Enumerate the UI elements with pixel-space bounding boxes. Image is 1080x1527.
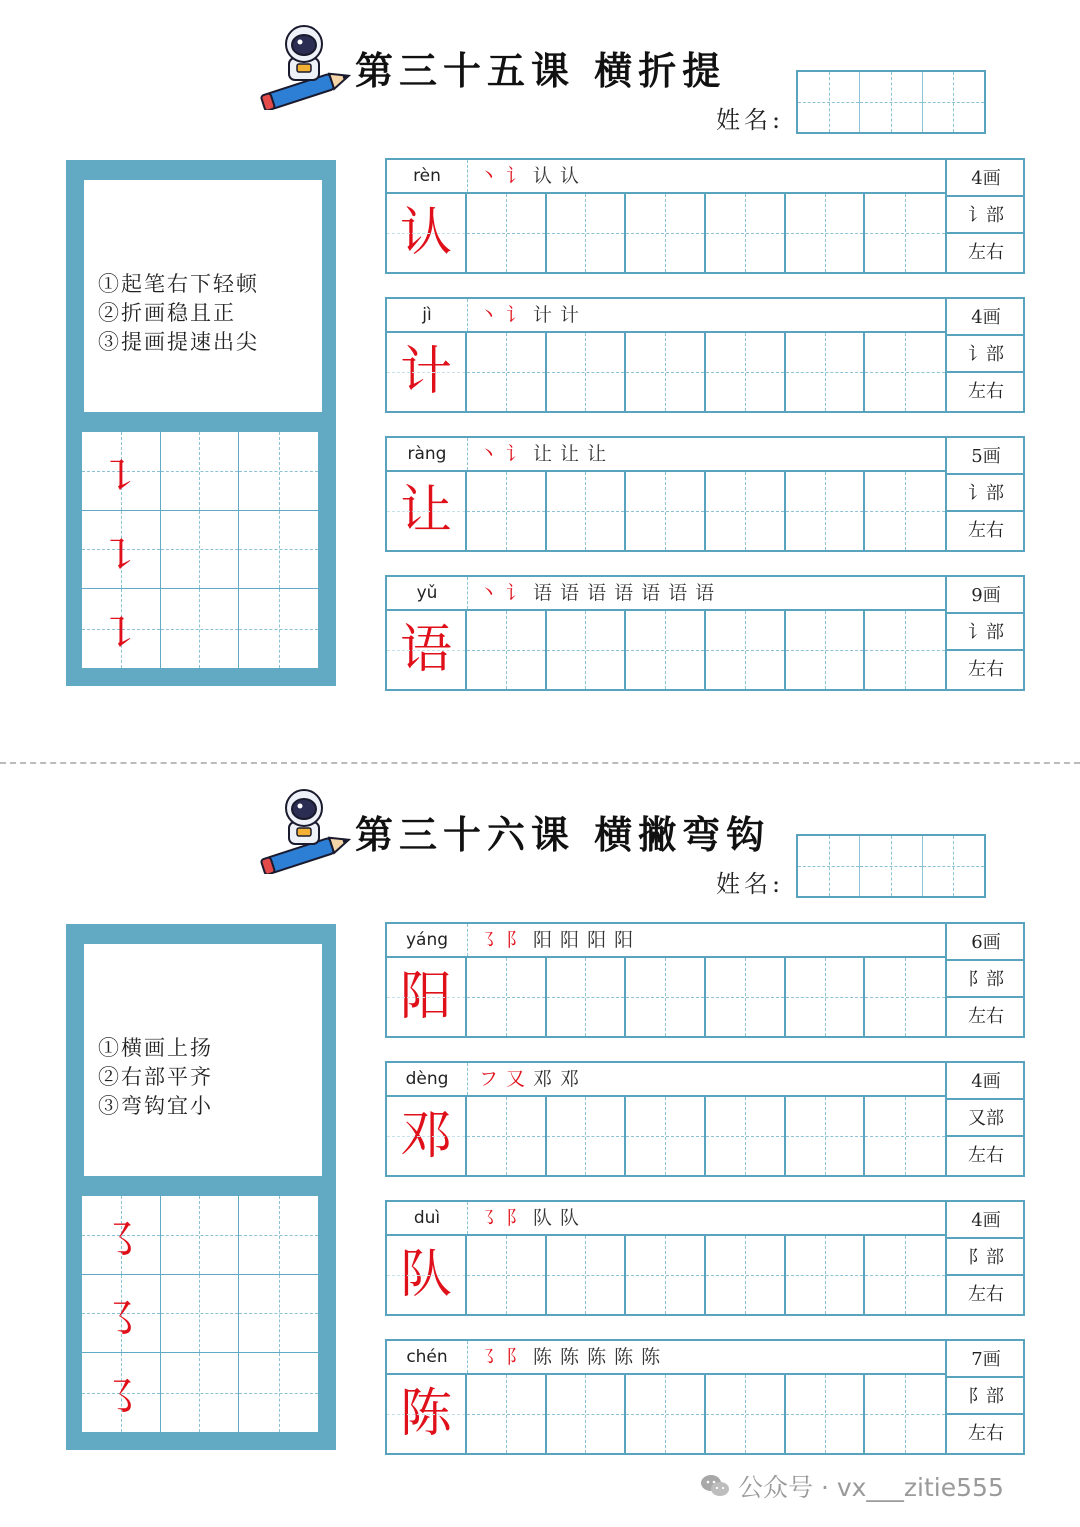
practice-cell[interactable]: [626, 333, 706, 411]
radical-label: 讠部: [947, 614, 1025, 651]
practice-cell[interactable]: [865, 194, 945, 272]
char-row: [385, 575, 1025, 691]
stroke-step: ㇌: [479, 1207, 507, 1229]
practice-cell[interactable]: [467, 1097, 547, 1175]
stroke-order: [479, 438, 614, 470]
name-field[interactable]: [796, 70, 986, 134]
tip-item: ③弯钩宜小: [98, 1094, 213, 1118]
char-info: [945, 1063, 1025, 1175]
stroke-order: [479, 299, 587, 331]
stroke-sample: ㇊: [98, 608, 143, 660]
practice-cell[interactable]: [467, 1375, 547, 1453]
stroke-sample: ㇌: [98, 1372, 143, 1424]
stroke-sample: ㇌: [98, 1215, 143, 1266]
practice-row: [387, 333, 945, 411]
practice-cell[interactable]: [626, 1097, 706, 1175]
practice-cell[interactable]: [865, 958, 945, 1036]
stroke-step: 陈: [614, 1346, 642, 1368]
pinyin-label: rèn: [387, 160, 468, 192]
practice-row: [387, 958, 945, 1036]
stroke-step: 认: [560, 165, 588, 187]
pinyin-label: jì: [387, 299, 468, 331]
structure-label: 左右: [968, 381, 1004, 402]
practice-cell[interactable]: [865, 1236, 945, 1314]
tip-item: ①起笔右下轻顿: [98, 272, 259, 296]
model-character: 阳: [387, 958, 467, 1036]
char-info: [945, 160, 1025, 272]
tips-box: [84, 180, 322, 412]
tips-list: [98, 1034, 213, 1121]
practice-cell[interactable]: [161, 1353, 240, 1432]
stroke-count: 4画: [947, 299, 1025, 336]
stroke-step: 语: [668, 582, 696, 604]
char-header: [387, 924, 945, 958]
name-field[interactable]: [796, 834, 986, 898]
char-header: [387, 438, 945, 472]
stroke-sample: ㇌: [98, 1293, 143, 1345]
structure-label: 左右: [968, 242, 1004, 263]
stroke-panel: [66, 924, 336, 1450]
practice-cell[interactable]: [239, 511, 318, 590]
radical-label: 讠部: [947, 336, 1025, 373]
stroke-count: 4画: [947, 160, 1025, 197]
char-row: [385, 436, 1025, 552]
tip-item: ③提画提速出尖: [98, 330, 259, 354]
pinyin-label: duì: [387, 1202, 468, 1234]
stroke-step: 陈: [587, 1346, 615, 1368]
structure-label: 左右: [968, 659, 1004, 680]
practice-row: [387, 472, 945, 550]
practice-row: [387, 611, 945, 689]
stroke-order: [479, 924, 641, 956]
practice-cell[interactable]: [706, 1097, 786, 1175]
practice-cell[interactable]: [82, 511, 161, 590]
char-row: [385, 1339, 1025, 1455]
stroke-step: 陈: [641, 1346, 669, 1368]
practice-cell[interactable]: [706, 958, 786, 1036]
stroke-step: 让: [533, 443, 561, 465]
practice-cell[interactable]: [547, 611, 627, 689]
practice-cell[interactable]: [706, 1375, 786, 1453]
stroke-step: 丶: [479, 582, 507, 604]
practice-cell[interactable]: [865, 1375, 945, 1453]
watermark: [700, 1466, 1004, 1506]
stroke-order: [479, 1341, 668, 1373]
structure-label: 左右: [968, 1423, 1004, 1444]
tip-item: ②右部平齐: [98, 1065, 213, 1089]
stroke-step: ㇌: [479, 929, 507, 951]
lesson-title: 第三十六课 横撇弯钩: [355, 812, 771, 857]
name-cell[interactable]: [860, 836, 922, 896]
tips-box: [84, 944, 322, 1176]
practice-cell[interactable]: [706, 472, 786, 550]
stroke-step: 队: [560, 1207, 588, 1229]
stroke-step: 语: [533, 582, 561, 604]
practice-cell[interactable]: [161, 1275, 240, 1354]
stroke-count: 4画: [947, 1063, 1025, 1100]
stroke-step: 又: [506, 1068, 534, 1090]
stroke-step: 认: [533, 165, 561, 187]
name-label: 姓名:: [716, 106, 785, 134]
char-info: [945, 1202, 1025, 1314]
practice-cell[interactable]: [239, 589, 318, 668]
name-cell[interactable]: [923, 72, 984, 132]
lesson-title: 第三十五课 横折提: [355, 48, 727, 93]
practice-cell[interactable]: [547, 1375, 627, 1453]
structure-label: 左右: [968, 520, 1004, 541]
practice-cell[interactable]: [706, 611, 786, 689]
stroke-step: 丶: [479, 443, 507, 465]
stroke-step: 阳: [533, 929, 561, 951]
practice-cell[interactable]: [467, 611, 547, 689]
practice-cell[interactable]: [706, 194, 786, 272]
stroke-order: [479, 1063, 587, 1095]
char-header: [387, 1063, 945, 1097]
stroke-count: 6画: [947, 924, 1025, 961]
model-character: 计: [387, 333, 467, 411]
pinyin-label: dèng: [387, 1063, 468, 1095]
stroke-step: 邓: [533, 1068, 561, 1090]
stroke-count: 9画: [947, 577, 1025, 614]
radical-label: 讠部: [947, 475, 1025, 512]
char-header: [387, 577, 945, 611]
name-cell[interactable]: [923, 836, 984, 896]
practice-cell[interactable]: [467, 194, 547, 272]
stroke-step: 计: [560, 304, 588, 326]
stroke-step: 语: [641, 582, 669, 604]
practice-row: [387, 194, 945, 272]
stroke-count: 4画: [947, 1202, 1025, 1239]
stroke-step: 计: [533, 304, 561, 326]
practice-cell[interactable]: [161, 589, 240, 668]
practice-cell[interactable]: [547, 1236, 627, 1314]
model-character: 认: [387, 194, 467, 272]
practice-cell[interactable]: [786, 958, 866, 1036]
model-character: 队: [387, 1236, 467, 1314]
structure-label: 左右: [968, 1145, 1004, 1166]
practice-row: [387, 1236, 945, 1314]
tip-item: ②折画稳且正: [98, 301, 236, 325]
practice-cell[interactable]: [626, 611, 706, 689]
stroke-step: 队: [533, 1207, 561, 1229]
practice-cell[interactable]: [626, 1236, 706, 1314]
char-header: [387, 299, 945, 333]
stroke-order: [479, 160, 587, 192]
char-row: [385, 922, 1025, 1038]
stroke-practice-grid: [82, 432, 318, 668]
stroke-step: 陈: [560, 1346, 588, 1368]
practice-cell[interactable]: [239, 1275, 318, 1354]
practice-row: [387, 1375, 945, 1453]
practice-cell[interactable]: [547, 194, 627, 272]
practice-cell[interactable]: [786, 611, 866, 689]
stroke-count: 7画: [947, 1341, 1025, 1378]
model-character: 语: [387, 611, 467, 689]
stroke-step: 阝: [506, 1207, 534, 1229]
stroke-step: 讠: [506, 304, 534, 326]
stroke-step: 阝: [506, 929, 534, 951]
practice-cell[interactable]: [161, 511, 240, 590]
lesson-36: [0, 764, 1080, 1484]
practice-cell[interactable]: [467, 958, 547, 1036]
practice-cell[interactable]: [865, 472, 945, 550]
practice-cell[interactable]: [467, 472, 547, 550]
char-info: [945, 577, 1025, 689]
stroke-step: 讠: [506, 165, 534, 187]
stroke-step: 阳: [614, 929, 642, 951]
practice-cell[interactable]: [82, 1196, 161, 1275]
name-cell[interactable]: [860, 72, 922, 132]
practice-cell[interactable]: [547, 472, 627, 550]
stroke-step: 邓: [560, 1068, 588, 1090]
char-row: [385, 297, 1025, 413]
practice-cell[interactable]: [865, 333, 945, 411]
pinyin-label: yáng: [387, 924, 468, 956]
watermark-text: 公众号 · vx___zitie555: [738, 1473, 1004, 1502]
practice-cell[interactable]: [786, 333, 866, 411]
practice-cell[interactable]: [706, 1236, 786, 1314]
lesson-header: [255, 20, 755, 120]
stroke-order: [479, 577, 722, 609]
practice-cell[interactable]: [161, 432, 240, 511]
practice-cell[interactable]: [865, 1097, 945, 1175]
stroke-step: 讠: [506, 582, 534, 604]
pinyin-label: chén: [387, 1341, 468, 1373]
name-label: 姓名:: [716, 870, 785, 898]
model-character: 让: [387, 472, 467, 550]
practice-cell[interactable]: [786, 194, 866, 272]
stroke-step: 语: [695, 582, 723, 604]
pinyin-label: ràng: [387, 438, 468, 470]
model-character: 陈: [387, 1375, 467, 1453]
stroke-step: 语: [560, 582, 588, 604]
practice-cell[interactable]: [82, 432, 161, 511]
lesson-35: [0, 0, 1080, 720]
char-header: [387, 1341, 945, 1375]
practice-cell[interactable]: [786, 1097, 866, 1175]
practice-cell[interactable]: [547, 333, 627, 411]
char-info: [945, 1341, 1025, 1453]
char-info: [945, 924, 1025, 1036]
char-row: [385, 1061, 1025, 1177]
stroke-step: 让: [560, 443, 588, 465]
practice-cell[interactable]: [547, 958, 627, 1036]
practice-cell[interactable]: [865, 611, 945, 689]
practice-cell[interactable]: [467, 333, 547, 411]
tips-list: [98, 270, 259, 357]
radical-label: 阝部: [947, 961, 1025, 998]
stroke-sample: ㇊: [98, 529, 143, 581]
practice-cell[interactable]: [706, 333, 786, 411]
practice-cell[interactable]: [239, 1353, 318, 1432]
char-header: [387, 160, 945, 194]
stroke-order: [479, 1202, 587, 1234]
practice-cell[interactable]: [626, 472, 706, 550]
name-cell[interactable]: [798, 72, 860, 132]
practice-cell[interactable]: [626, 194, 706, 272]
char-header: [387, 1202, 945, 1236]
char-info: [945, 438, 1025, 550]
structure-label: 左右: [968, 1284, 1004, 1305]
practice-cell[interactable]: [547, 1097, 627, 1175]
practice-cell[interactable]: [239, 432, 318, 511]
stroke-step: 语: [587, 582, 615, 604]
char-row: [385, 158, 1025, 274]
practice-cell[interactable]: [82, 1275, 161, 1354]
name-cell[interactable]: [798, 836, 860, 896]
stroke-step: 语: [614, 582, 642, 604]
radical-label: 阝部: [947, 1378, 1025, 1415]
stroke-step: 陈: [533, 1346, 561, 1368]
stroke-step: 阝: [506, 1346, 534, 1368]
practice-cell[interactable]: [626, 1375, 706, 1453]
practice-cell[interactable]: [239, 1196, 318, 1275]
practice-cell[interactable]: [82, 1353, 161, 1432]
stroke-step: 阳: [587, 929, 615, 951]
astronaut-pencil-icon: [255, 784, 355, 874]
stroke-step: フ: [479, 1068, 507, 1090]
astronaut-pencil-icon: [255, 20, 355, 110]
radical-label: 阝部: [947, 1239, 1025, 1276]
practice-cell[interactable]: [161, 1196, 240, 1275]
practice-cell[interactable]: [626, 958, 706, 1036]
char-row: [385, 1200, 1025, 1316]
stroke-sample: ㇊: [98, 451, 143, 502]
radical-label: 讠部: [947, 197, 1025, 234]
model-character: 邓: [387, 1097, 467, 1175]
stroke-step: ㇌: [479, 1346, 507, 1368]
stroke-practice-grid: [82, 1196, 318, 1432]
stroke-panel: [66, 160, 336, 686]
practice-cell[interactable]: [467, 1236, 547, 1314]
practice-cell[interactable]: [786, 1236, 866, 1314]
stroke-step: 讠: [506, 443, 534, 465]
practice-cell[interactable]: [82, 589, 161, 668]
practice-cell[interactable]: [786, 1375, 866, 1453]
char-info: [945, 299, 1025, 411]
radical-label: 又部: [947, 1100, 1025, 1137]
lesson-header: [255, 784, 771, 884]
pinyin-label: yǔ: [387, 577, 468, 609]
practice-row: [387, 1097, 945, 1175]
tip-item: ①横画上扬: [98, 1036, 213, 1060]
practice-cell[interactable]: [786, 472, 866, 550]
stroke-step: 让: [587, 443, 615, 465]
wechat-icon: [700, 1473, 730, 1499]
stroke-step: 阳: [560, 929, 588, 951]
stroke-count: 5画: [947, 438, 1025, 475]
stroke-step: 丶: [479, 304, 507, 326]
structure-label: 左右: [968, 1006, 1004, 1027]
stroke-step: 丶: [479, 165, 507, 187]
